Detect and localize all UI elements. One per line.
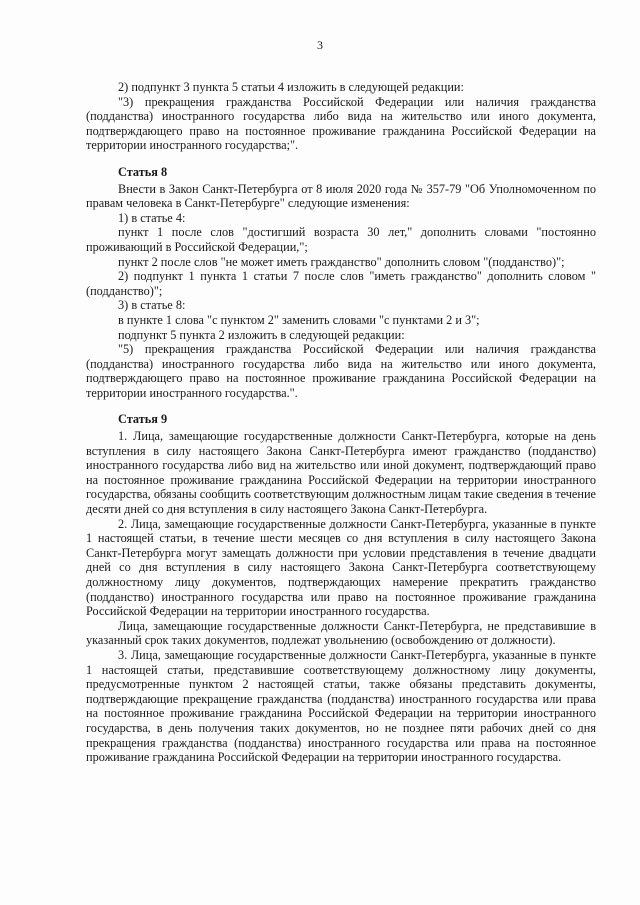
document-body (86, 80, 596, 765)
paragraph: 2. Лица, замещающие государственные должности Санкт-Петербурга, указанные в пункте 1 настоящей статьи, в течение шести месяцев со дня вступления в силу настоящего Закона Санкт-Петербурга могут замещать должности при условии представления в течение двадцати дней со дня вступления в силу настоящего Закона Санкт-Петербурга соответствующему должностному лицу документов, подтверждающих намерение прекратить гражданство (подданство) иностранного государства или право на постоянное проживание гражданина Российской Федерации на территории иностранного государства. (86, 516, 596, 619)
paragraph: "5) прекращения гражданства Российской Федерации или наличия гражданства (подданства) иностранного государства либо вида на жительство или иного документа, подтверждающего право на постоянное проживание гражданина Российской Федерации на территории иностранного государства.". (86, 342, 596, 400)
paragraph: 2) подпункт 1 пункта 1 статьи 7 после слов "иметь гражданство" дополнить словом "(подданство)"; (86, 269, 596, 298)
article-9-heading: Статья 9 (118, 412, 168, 427)
paragraph: 1) в статье 4: (118, 210, 186, 225)
paragraph: Лица, замещающие государственные должности Санкт-Петербурга, не представившие в указанный срок таких документов, подлежат увольнению (освобождению от должности). (86, 618, 596, 648)
paragraph: 3) в статье 8: (118, 298, 186, 313)
page-number: 3 (317, 38, 323, 52)
paragraph: пункт 2 после слов "не может иметь гражданство" дополнить словом "(подданство)"; (118, 254, 565, 269)
paragraph: Внести в Закон Санкт-Петербурга от 8 июля 2020 года № 357-79 "Об Уполномоченном по правам человека в Санкт-Петербурге" следующие изменения: (86, 181, 596, 211)
article-8-heading: Статья 8 (118, 164, 168, 179)
paragraph: в пункте 1 слова "с пунктом 2" заменить словами "с пунктами 2 и 3"; (118, 312, 480, 327)
paragraph: подпункт 5 пункта 2 изложить в следующей редакции: (118, 327, 405, 342)
paragraph: "3) прекращения гражданства Российской Федерации или наличия гражданства (подданства) иностранного государства либо вида на жительство или иного документа, подтверждающего право на постоянное проживание гражданина Российской Федерации на территории иностранного государства;". (86, 94, 596, 153)
paragraph: 1. Лица, замещающие государственные должности Санкт-Петербурга, которые на день вступления в силу настоящего Закона Санкт-Петербурга имеют гражданство (подданство) иностранного государства либо вид на жительство или иной документ, подтверждающий право на постоянное проживание гражданина Российской Федерации на территории иностранного государства, обязаны сообщить соответствующим должностным лицам такие сведения в течение десяти дней со дня вступления в силу настоящего Закона Санкт-Петербурга. (86, 429, 596, 517)
paragraph: 3. Лица, замещающие государственные должности Санкт-Петербурга, указанные в пункте 1 настоящей статьи, представившие соответствующему должностному лицу документы, предусмотренные пунктом 2 настоящей статьи, также обязаны представить документы, подтверждающие прекращение гражданства (подданства) иностранного государства или права на постоянное проживание гражданина Российской Федерации на территории иностранного государства, в день получения таких документов, но не позднее пяти рабочих дней со дня прекращения гражданства (подданства) иностранного государства или права на постоянное проживание гражданина Российской Федерации на территории иностранного государства. (86, 647, 596, 765)
paragraph: пункт 1 после слов "достигший возраста 30 лет," дополнить словами "постоянно проживающий в Российской Федерации,"; (86, 225, 596, 254)
paragraph: 2) подпункт 3 пункта 5 статьи 4 изложить в следующей редакции: (118, 80, 464, 94)
